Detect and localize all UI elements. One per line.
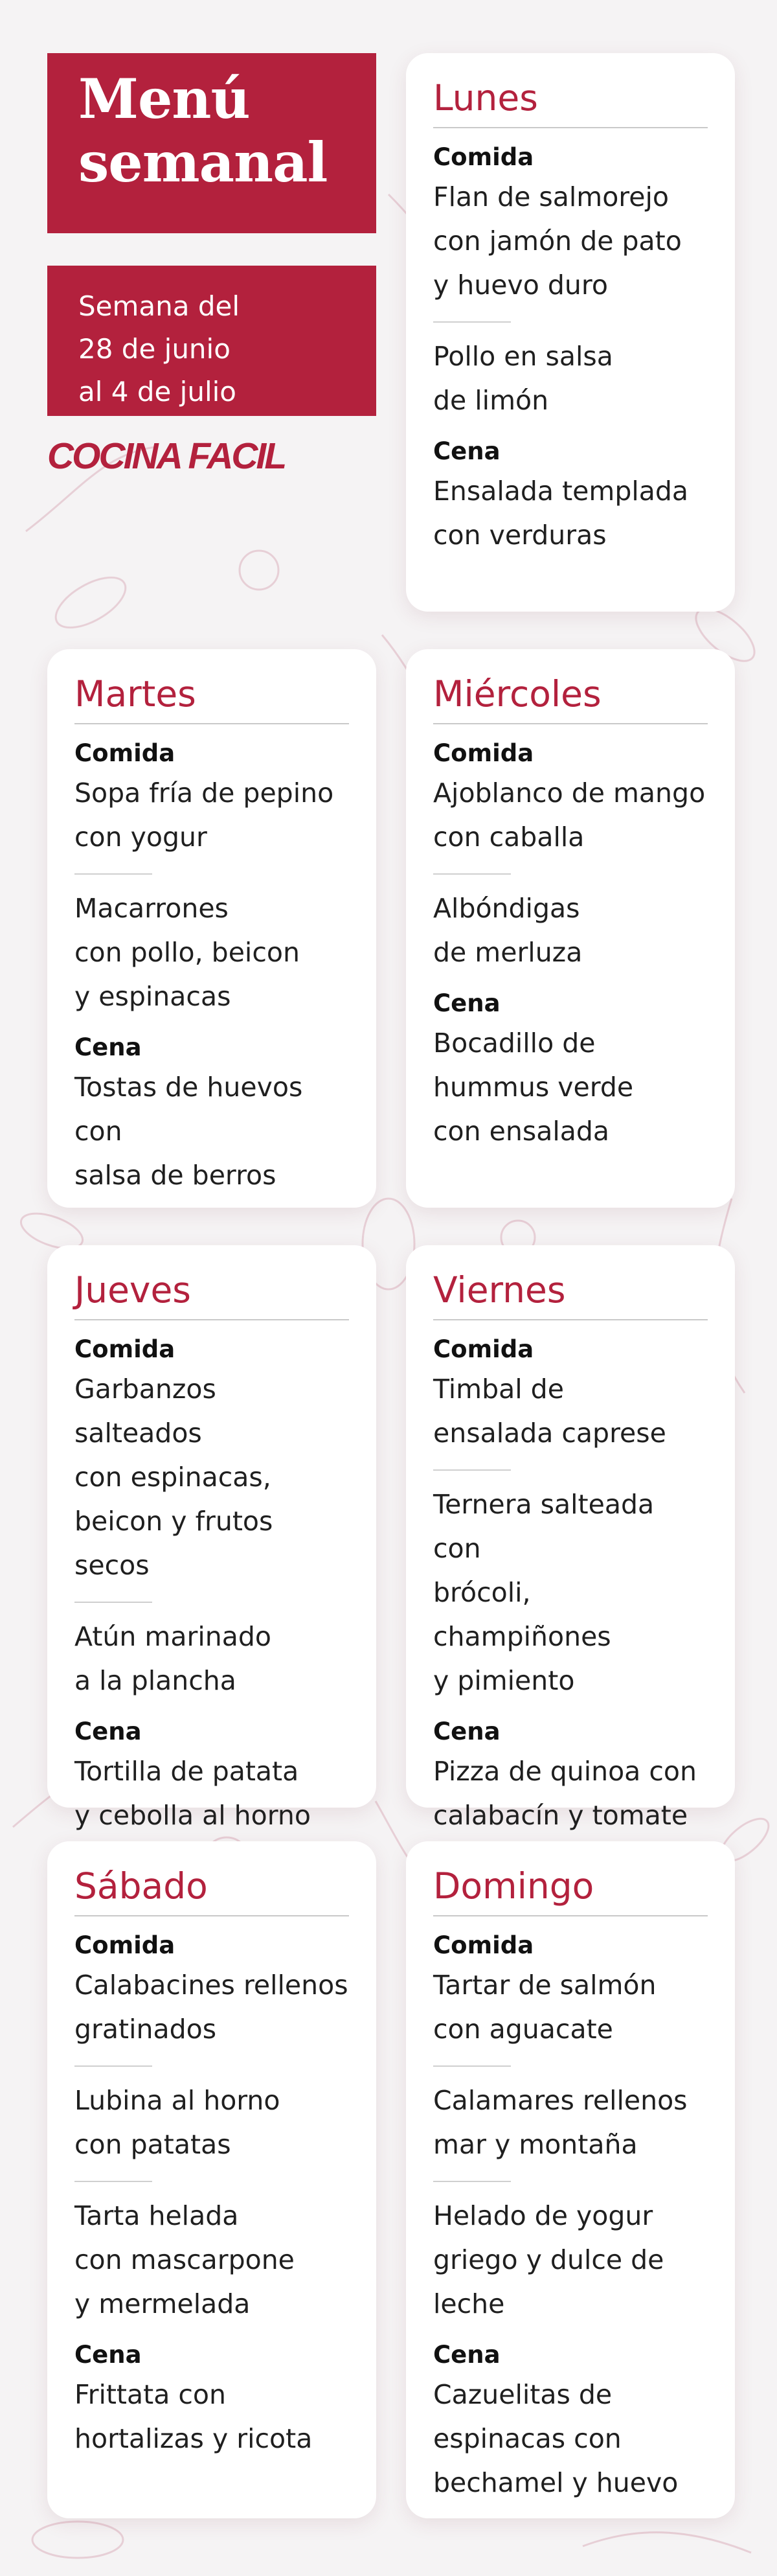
comida-label: Comida bbox=[74, 739, 175, 767]
dish-separator bbox=[433, 321, 511, 323]
dish-separator bbox=[433, 1469, 511, 1471]
dish: Ensalada templada con verduras bbox=[433, 476, 689, 551]
dish-separator bbox=[433, 873, 511, 875]
comida-label: Comida bbox=[74, 1335, 175, 1363]
dish: Tostas de huevos con salsa de berros bbox=[74, 1072, 303, 1191]
dish: Flan de salmorejo con jamón de pato y huevo duro bbox=[433, 181, 682, 301]
day-card-lunes bbox=[406, 53, 735, 612]
comida-label: Comida bbox=[433, 143, 534, 171]
cena-label: Cena bbox=[433, 989, 501, 1017]
day-title: Miércoles bbox=[433, 673, 602, 715]
dish: Ternera salteada con brócoli, champiñones y pimiento bbox=[433, 1489, 655, 1696]
day-divider bbox=[74, 1915, 349, 1916]
day-divider bbox=[433, 1319, 708, 1320]
day-divider bbox=[74, 1319, 349, 1320]
week-banner bbox=[47, 266, 376, 416]
day-title: Domingo bbox=[433, 1865, 594, 1907]
comida-label: Comida bbox=[433, 1335, 534, 1363]
cena-label: Cena bbox=[433, 437, 501, 465]
page-title: Menú semanal bbox=[78, 67, 328, 194]
cena-label: Cena bbox=[433, 2341, 501, 2369]
dish-separator bbox=[433, 2065, 511, 2067]
dish: Cazuelitas de espinacas con bechamel y huevo bbox=[433, 2379, 679, 2498]
dish: Timbal de ensalada caprese bbox=[433, 1374, 666, 1449]
dish-separator bbox=[74, 873, 152, 875]
dish: Ajoblanco de mango con caballa bbox=[433, 777, 706, 853]
day-title: Martes bbox=[74, 673, 196, 715]
day-divider bbox=[433, 723, 708, 724]
day-card-sabado bbox=[47, 1841, 376, 2518]
dish: Garbanzos salteados con espinacas, beicon y frutos secos bbox=[74, 1374, 273, 1581]
day-title: Viernes bbox=[433, 1269, 566, 1311]
comida-label: Comida bbox=[433, 739, 534, 767]
dish: Atún marinado a la plancha bbox=[74, 1621, 271, 1696]
dish: Helado de yogur griego y dulce de leche bbox=[433, 2200, 664, 2319]
dish: Calabacines rellenos gratinados bbox=[74, 1970, 348, 2045]
cena-label: Cena bbox=[74, 1033, 142, 1061]
dish: Macarrones con pollo, beicon y espinacas bbox=[74, 893, 300, 1012]
day-card-domingo bbox=[406, 1841, 735, 2518]
day-title: Sábado bbox=[74, 1865, 208, 1907]
day-divider bbox=[433, 1915, 708, 1916]
dish: Tarta helada con mascarpone y mermelada bbox=[74, 2200, 295, 2319]
day-card-viernes bbox=[406, 1245, 735, 1831]
dish: Albóndigas de merluza bbox=[433, 893, 583, 968]
dish: Frittata con hortalizas y ricota bbox=[74, 2379, 313, 2454]
dish: Lubina al horno con patatas bbox=[74, 2085, 280, 2160]
dish-separator bbox=[74, 1602, 152, 1603]
dish-separator bbox=[74, 2181, 152, 2182]
comida-label: Comida bbox=[74, 1931, 175, 1959]
dish: Tortilla de patata y cebolla al horno bbox=[74, 1756, 311, 1831]
cena-label: Cena bbox=[74, 1718, 142, 1745]
week-dates: Semana del 28 de junio al 4 de julio bbox=[78, 290, 240, 408]
comida-label: Comida bbox=[433, 1931, 534, 1959]
dish-separator bbox=[433, 2181, 511, 2182]
day-divider bbox=[433, 127, 708, 128]
day-title: Jueves bbox=[74, 1269, 191, 1311]
day-card-martes bbox=[47, 649, 376, 1208]
cena-label: Cena bbox=[74, 2341, 142, 2369]
day-divider bbox=[74, 723, 349, 724]
day-card-jueves bbox=[47, 1245, 376, 1831]
dish: Pollo en salsa de limón bbox=[433, 341, 613, 416]
dish: Sopa fría de pepino con yogur bbox=[74, 777, 334, 853]
dish: Pizza de quinoa con calabacín y tomate bbox=[433, 1756, 697, 1831]
title-banner bbox=[47, 53, 376, 233]
brand-logo: COCINA FACIL bbox=[47, 435, 286, 477]
dish: Tartar de salmón con aguacate bbox=[433, 1970, 657, 2045]
dish: Bocadillo de hummus verde con ensalada bbox=[433, 1028, 634, 1147]
dish: Calamares rellenos mar y montaña bbox=[433, 2085, 688, 2160]
dish-separator bbox=[74, 2065, 152, 2067]
cena-label: Cena bbox=[433, 1718, 501, 1745]
day-title: Lunes bbox=[433, 77, 538, 119]
day-card-miercoles bbox=[406, 649, 735, 1208]
